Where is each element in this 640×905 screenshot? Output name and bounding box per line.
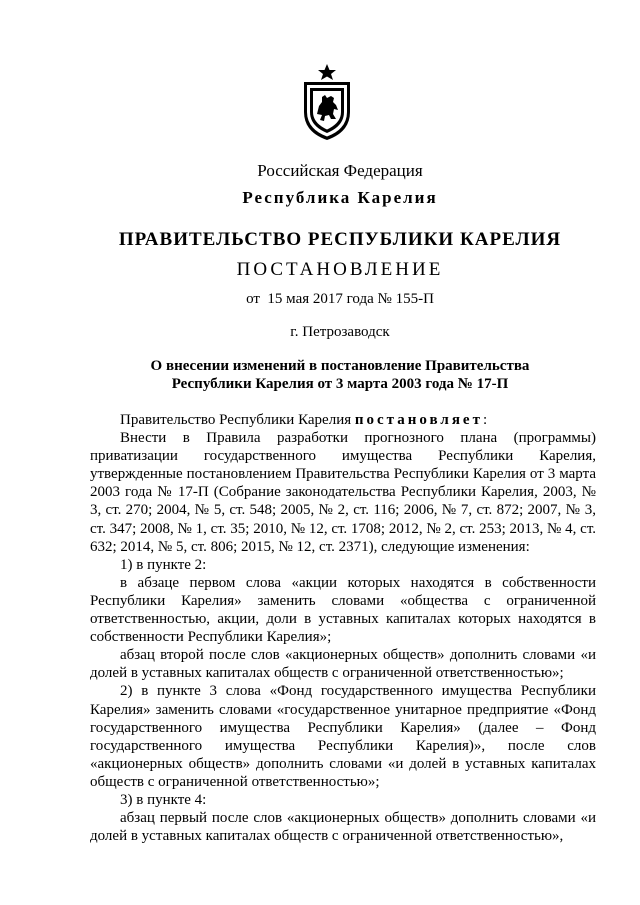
document-city: г. Петрозаводск (290, 324, 390, 340)
document-type: ПОСТАНОВЛЕНИЕ (236, 259, 444, 280)
paragraph-1: Внести в Правила разработки прогнозного плана (программы) приватизации государственного имущества Республики Карелия, утвержденные постановлением Правительства Республики Карелия от 3 марта 2003 года № 17-П (Собрание законодательства Республики Карелия, 2003, № 3, ст. 270; 2004, № 5, ст. 548; 2005, № 2, ст. 116; 2006, № 7, ст. 872; 2007, № 3, ст. 347; 2008, № 1, ст. 35; 2010, № 12, ст. 1708; 2012, № 2, ст. 253; 2013, № 4, ст. 632; 2014, № 5, ст. 806; 2015, № 12, ст. 2371), следующие изменения: (90, 430, 596, 555)
paragraph-4: абзац второй после слов «акционерных обществ» дополнить словами «и долей в уставных капиталах обществ с ограниченной ответственностью»; (90, 647, 596, 682)
paragraph-6: 3) в пункте 4: (120, 791, 207, 808)
intro-paragraph (90, 411, 596, 429)
document-body (90, 411, 596, 845)
paragraph-3: в абзаце первом слова «акции которых находятся в собственности Республики Карелия» заменить словами «общества с ограниченной ответственностью, акции, доли в уставных капиталах которых находятся в собственности Республики Карелия»; (90, 574, 596, 646)
intro-suffix: : (482, 412, 488, 428)
karelia-coat-of-arms-icon (298, 62, 356, 142)
intro-verb: постановляет (354, 412, 483, 428)
paragraph-7: абзац первый после слов «акционерных обществ» дополнить словами «и долей в уставных капиталах обществ с ограниченной ответственностью», (90, 810, 596, 845)
document-title (0, 357, 640, 393)
intro-prefix: Правительство Республики Карелия (120, 412, 355, 428)
republic-name: Республика Карелия (242, 188, 438, 207)
paragraph-2: 1) в пункте 2: (120, 556, 207, 573)
title-line-2: Республики Карелия от 3 марта 2003 года № 17-П (171, 376, 509, 392)
country-name: Российская Федерация (257, 161, 423, 180)
government-name: ПРАВИТЕЛЬСТВО РЕСПУБЛИКИ КАРЕЛИЯ (118, 229, 562, 250)
paragraph-5: 2) в пункте 3 слова «Фонд государственного имущества Республики Карелия» заменить словами «государственное унитарное предприятие «Фонд государственного имущества Республики Карелия» (далее – Фонд государственного имущества Республики Карелия)», после слов «акционерных обществ» дополнить словами «и долей в уставных капиталах обществ с ограниченной ответственностью»; (90, 683, 596, 790)
document-date: от 15 мая 2017 года № 155-П (246, 291, 434, 307)
title-line-1: О внесении изменений в постановление Правительства (150, 358, 530, 374)
